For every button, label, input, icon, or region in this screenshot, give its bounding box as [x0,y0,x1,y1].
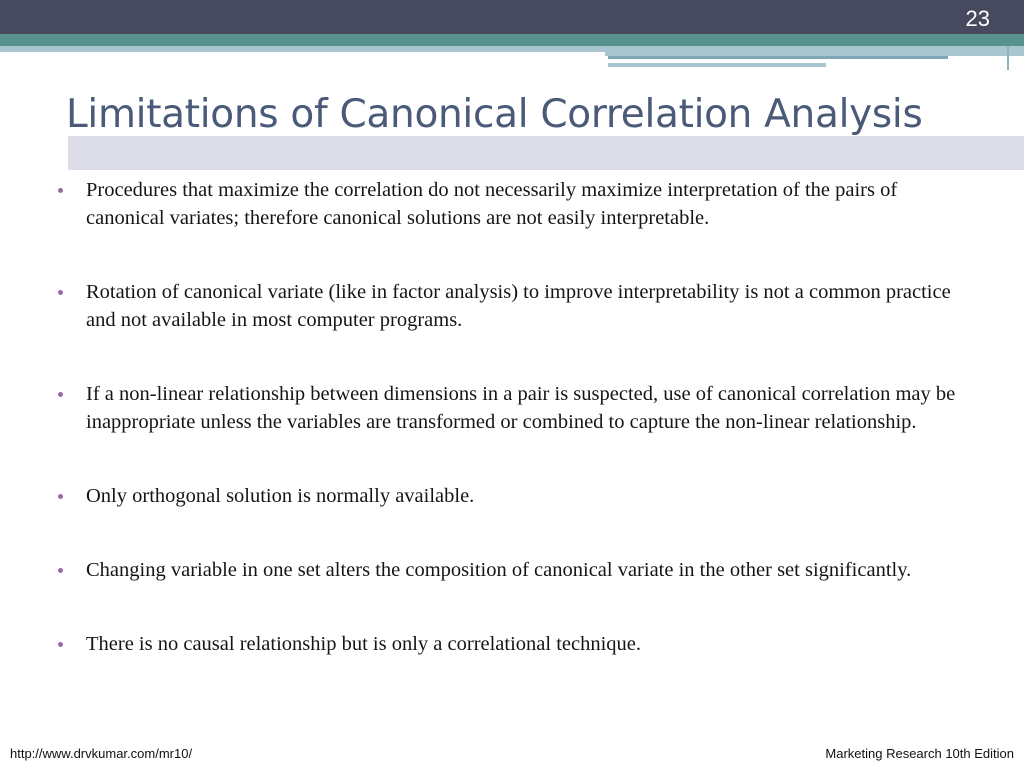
footer-edition: Marketing Research 10th Edition [825,746,1014,761]
bullet-marker-icon [58,392,63,397]
header-accent-line [608,56,948,59]
bullet-item [56,482,976,510]
header-accent-vertical [1007,46,1009,70]
bullet-item [56,176,976,232]
footer-url[interactable]: http://www.drvkumar.com/mr10/ [10,746,193,761]
bullet-text: Procedures that maximize the correlation do not necessarily maximize interpretation of the pairs of canonical variates; therefore canonical solutions are not easily interpretable. [86,179,898,229]
bullet-text: Rotation of canonical variate (like in factor analysis) to improve interpretability is not a common practice and not available in most computer programs. [86,281,951,331]
bullet-text: There is no causal relationship but is only a correlational technique. [86,633,642,655]
bullet-item [56,278,976,334]
header-band-light-right [605,46,1024,56]
bullet-text: Only orthogonal solution is normally available. [86,485,475,507]
bullet-marker-icon [58,290,63,295]
bullet-marker-icon [58,642,63,647]
bullet-list [56,176,976,658]
header-accent-line-short [608,63,826,67]
slide-title: Limitations of Canonical Correlation Analysis [66,92,923,137]
bullet-item [56,380,976,436]
title-underline-bar [68,136,1024,170]
bullet-text: If a non-linear relationship between dimensions in a pair is suspected, use of canonical correlation may be inappropriate unless the variables are transformed or combined to capture the non-linear relationship. [86,383,956,433]
bullet-text: Changing variable in one set alters the composition of canonical variate in the other set significantly. [86,559,912,581]
bullet-marker-icon [58,568,63,573]
bullet-item [56,630,976,658]
header-band-dark [0,0,1024,34]
bullet-item [56,556,976,584]
bullet-marker-icon [58,494,63,499]
header-band-teal [0,34,1024,46]
bullet-marker-icon [58,188,63,193]
slide-number: 23 [965,6,990,31]
header-band-light-left [0,46,605,52]
